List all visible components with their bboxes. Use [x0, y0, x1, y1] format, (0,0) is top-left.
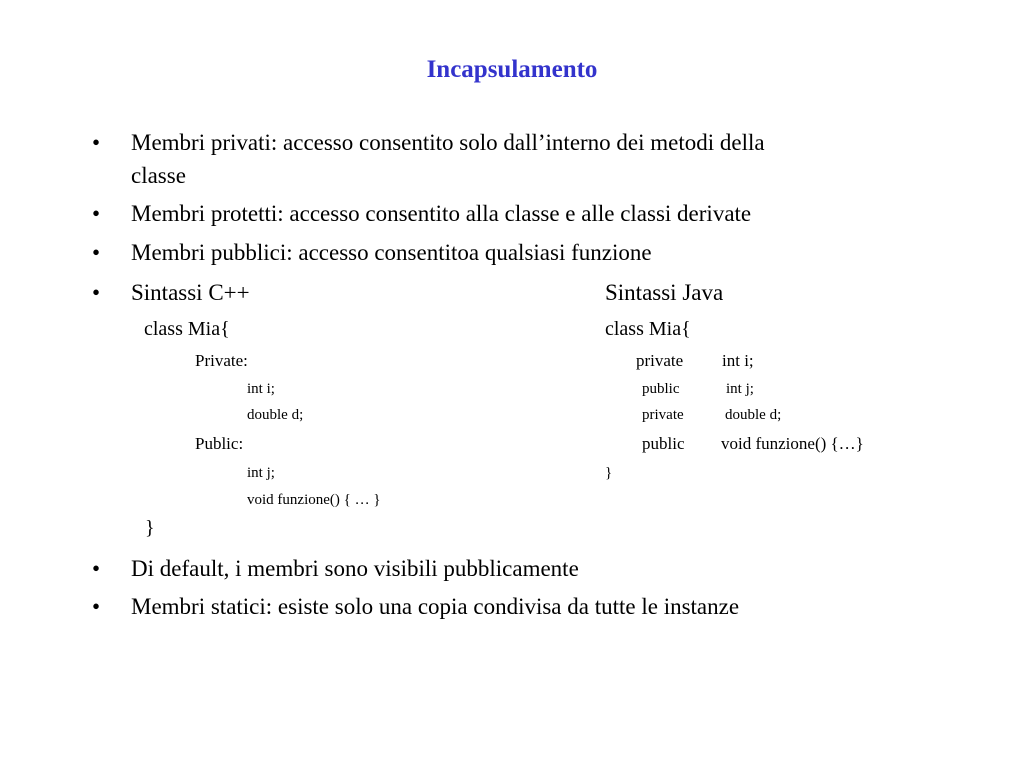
cpp-member: double d;: [247, 407, 304, 423]
java-declaration: int i;: [722, 351, 754, 370]
cpp-member: void funzione() { … }: [247, 492, 381, 508]
bullet-icon: •: [92, 280, 101, 305]
bullet-text: Di default, i membri sono visibili pubblicamente: [131, 556, 579, 581]
cpp-member: int j;: [247, 465, 275, 481]
java-class-close: }: [605, 465, 613, 481]
java-modifier: private: [642, 407, 684, 423]
bullet-icon: •: [92, 594, 101, 619]
cpp-public-label: Public:: [195, 434, 244, 453]
java-heading: Sintassi Java: [605, 280, 724, 305]
bullet-icon: •: [92, 201, 101, 226]
java-modifier: private: [636, 351, 684, 370]
bullet-text: Membri statici: esiste solo una copia condivisa da tutte le instanze: [131, 594, 740, 619]
cpp-class-open: class Mia{: [144, 318, 230, 340]
bullet-text: Membri protetti: accesso consentito alla classe e alle classi derivate: [131, 201, 752, 226]
cpp-private-label: Private:: [195, 351, 248, 370]
cpp-class-close: }: [145, 517, 155, 539]
bullet-text: Sintassi C++: [131, 280, 250, 305]
bullet-text: Membri pubblici: accesso consentitoa qualsiasi funzione: [131, 240, 652, 265]
java-declaration: void funzione() {…}: [721, 434, 864, 453]
bullet-icon: •: [92, 240, 101, 265]
bullet-icon: •: [92, 556, 101, 581]
java-modifier: public: [642, 381, 680, 397]
slide-title: Incapsulamento: [426, 56, 598, 83]
cpp-member: int i;: [247, 381, 275, 397]
bullet-text: Membri privati: accesso consentito solo dall’interno dei metodi della: [131, 130, 765, 155]
bullet-text-continued: classe: [131, 163, 186, 188]
java-declaration: int j;: [726, 381, 754, 397]
bullet-icon: •: [92, 130, 101, 155]
java-declaration: double d;: [725, 407, 782, 423]
java-modifier: public: [642, 434, 685, 453]
java-class-open: class Mia{: [605, 318, 691, 340]
